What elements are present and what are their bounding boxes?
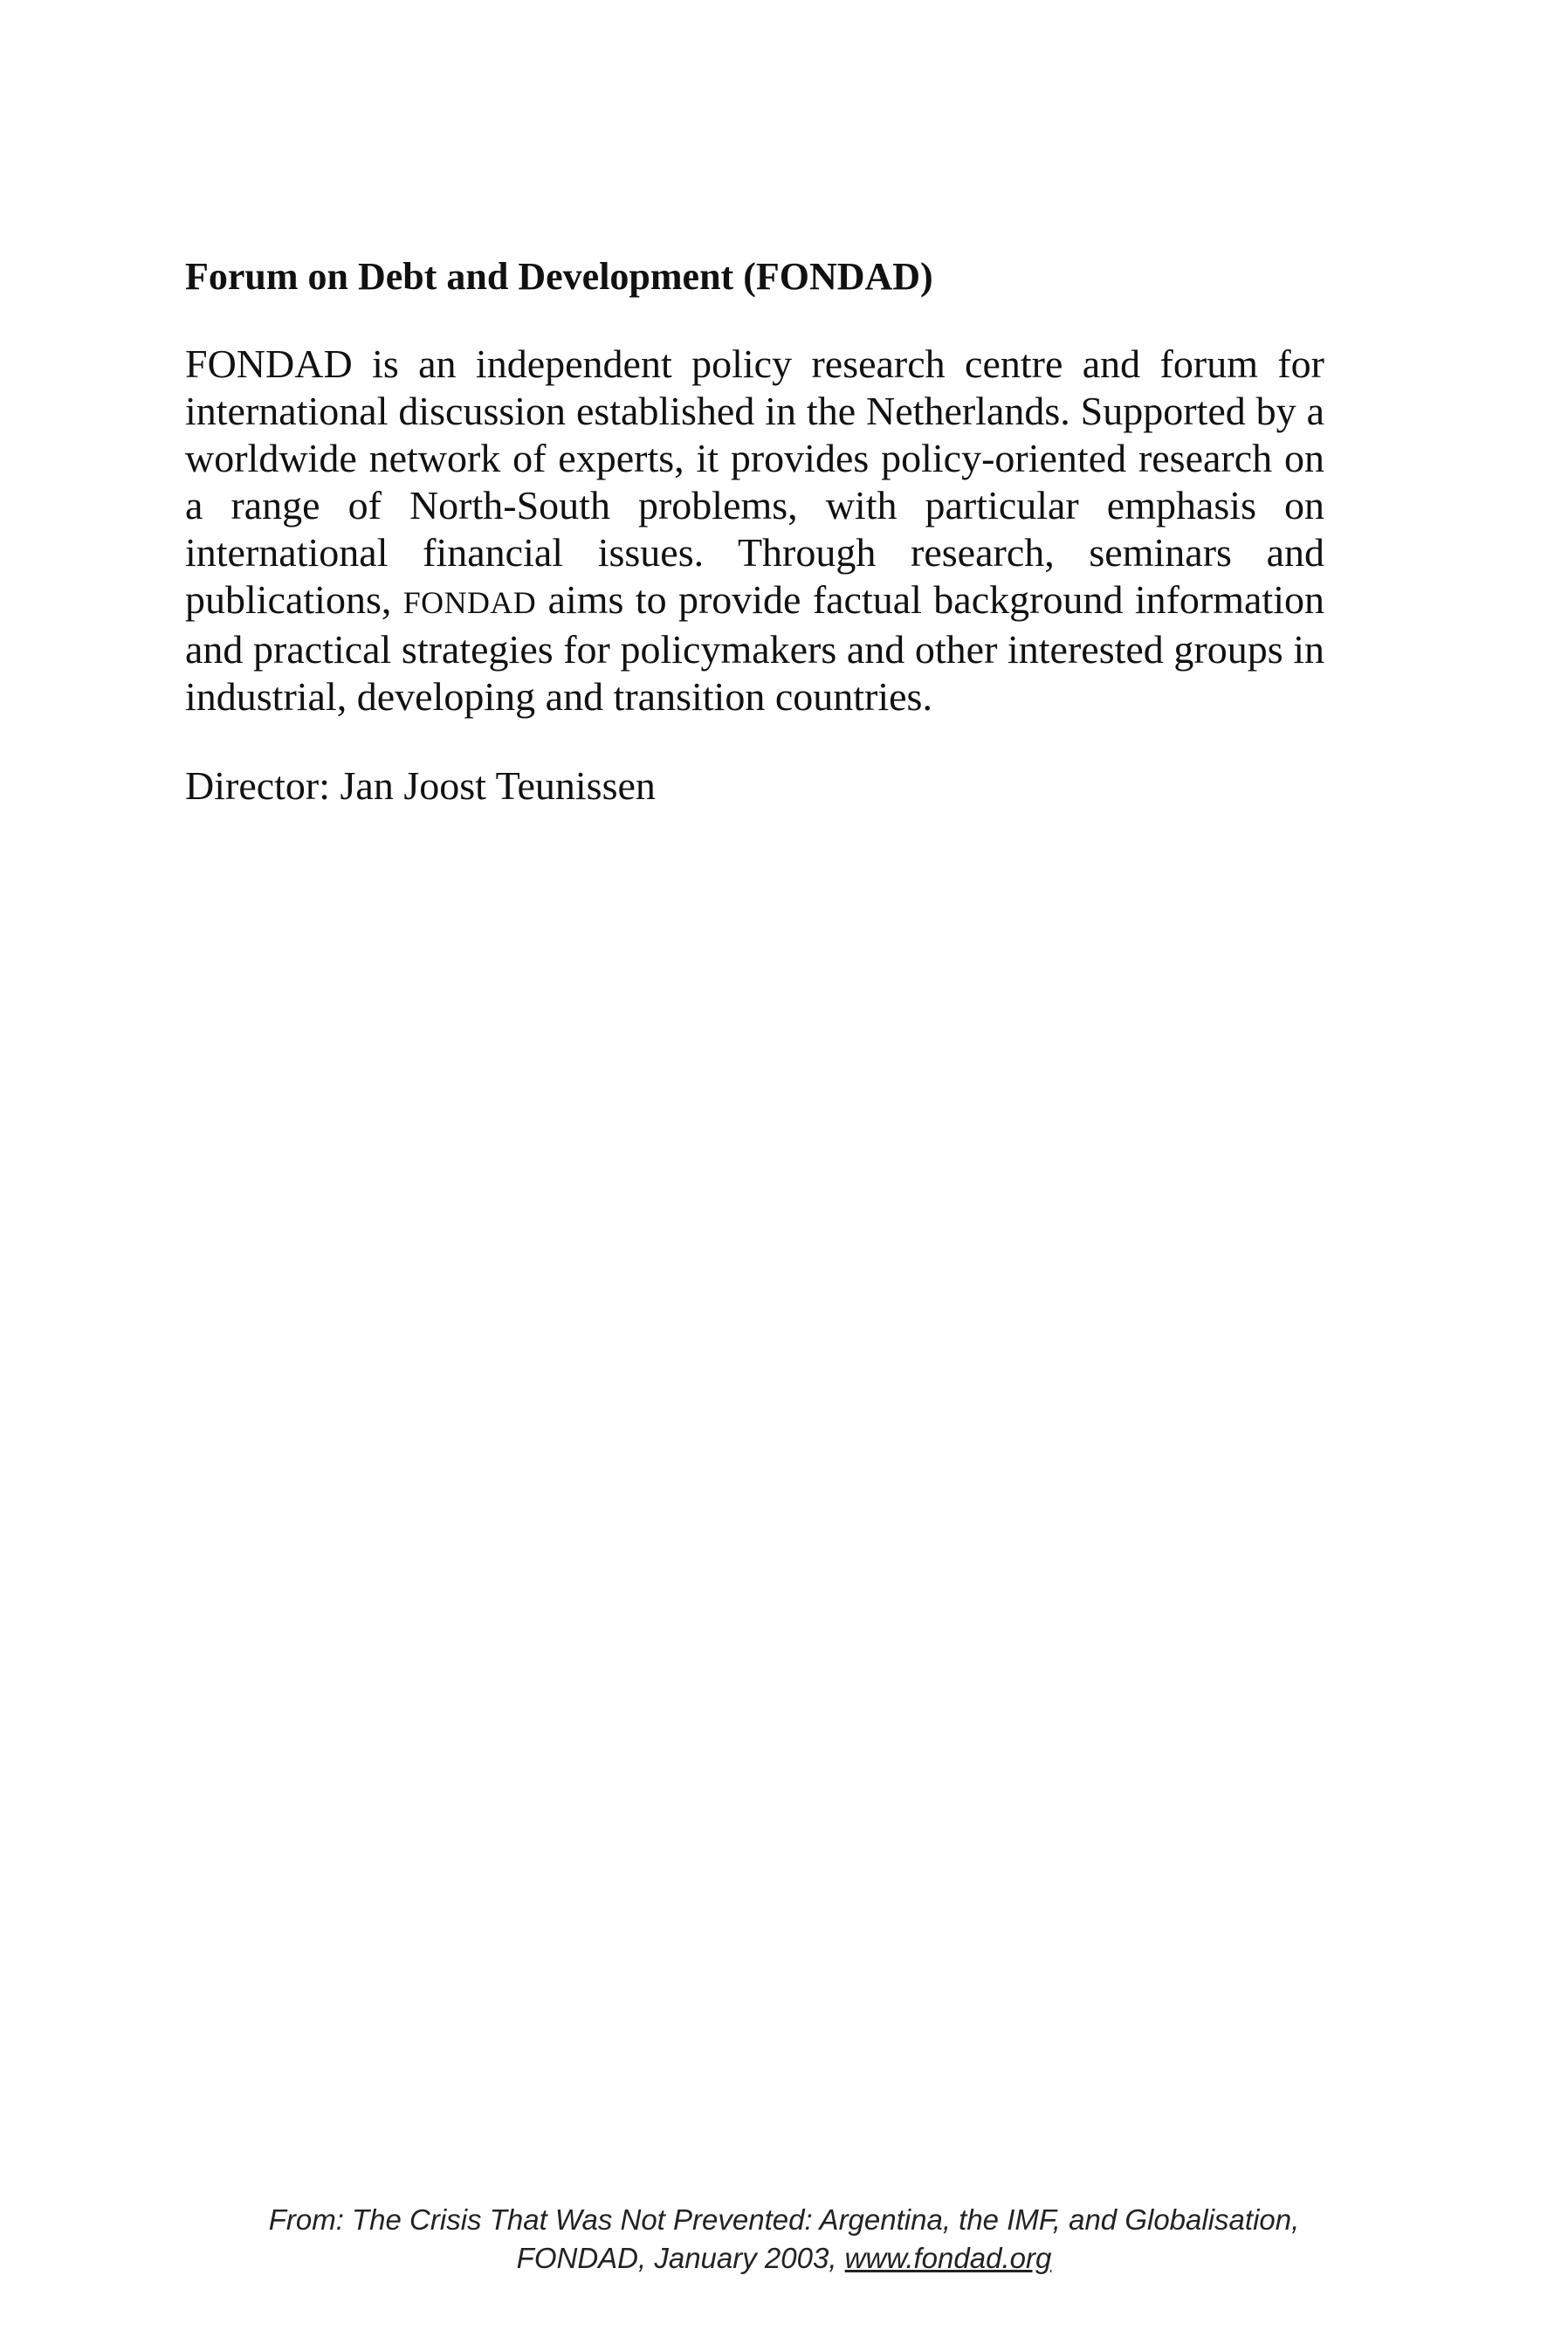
paragraph-text-part1: is an independent policy research centre and forum for international discussion established in the Netherlands. Supported by a worldwide network of experts, it provides policy-oriented research on a range of North-South problems, with particular emphasis on international financial issues. Through research, seminars and publications, — [185, 341, 1324, 622]
main-content — [185, 246, 1324, 810]
fondad-abbrev-lead: FONDAD — [185, 341, 353, 386]
description-paragraph — [185, 341, 1324, 720]
source-footer — [0, 2201, 1568, 2278]
director-line: Director: Jan Joost Teunissen — [185, 763, 656, 808]
footer-citation-prefix: FONDAD, January 2003, — [516, 2242, 845, 2274]
fondad-website-link[interactable]: www.fondad.org — [844, 2242, 1052, 2274]
fondad-abbrev-inline: FONDAD — [402, 585, 537, 620]
footer-citation-line2 — [0, 2239, 1568, 2278]
paragraph-text-part2: aims to provide factual background information and practical strategies for policymakers and other interested groups in industrial, developing and transition countries. — [185, 577, 1324, 719]
footer-citation-line1: From: The Crisis That Was Not Prevented: Argentina, the IMF, and Globalisation, — [268, 2203, 1300, 2236]
page-title: Forum on Debt and Development (FONDAD) — [185, 255, 933, 298]
